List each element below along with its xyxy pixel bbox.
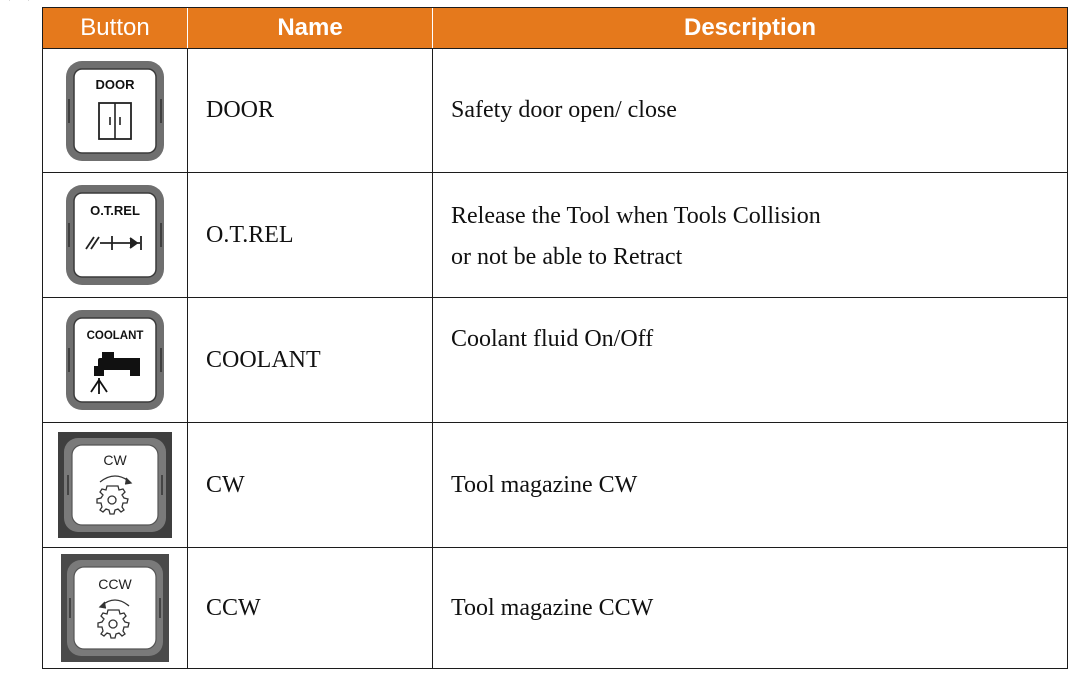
description-line-1: Release the Tool when Tools Collision	[451, 203, 821, 229]
name-cell: DOOR	[187, 49, 432, 172]
table-row	[43, 547, 1067, 668]
cw-button-label: CW	[103, 452, 127, 468]
button-reference-table	[42, 7, 1068, 669]
description-text: Safety door open/ close	[451, 97, 677, 123]
otrel-button-image	[64, 183, 166, 287]
button-cell	[43, 548, 187, 668]
button-cell	[43, 298, 187, 422]
header-name: Name	[187, 8, 432, 48]
description-text: Tool magazine CCW	[451, 594, 654, 621]
header-description: Description	[432, 8, 1067, 48]
coolant-button-label: COOLANT	[86, 330, 144, 342]
name-cell: O.T.REL	[187, 173, 432, 297]
description-cell	[432, 173, 1067, 297]
table-row	[43, 48, 1067, 172]
button-cell	[43, 173, 187, 297]
table-row	[43, 297, 1067, 422]
description-cell	[432, 548, 1067, 668]
otrel-button-label: O.T.REL	[90, 203, 140, 218]
door-button-label: DOOR	[95, 76, 135, 92]
description-text: Coolant fluid On/Off	[451, 326, 654, 352]
cw-button-image	[58, 432, 172, 538]
description-cell	[432, 423, 1067, 547]
table-row	[43, 172, 1067, 297]
ccw-button-image	[61, 554, 169, 662]
table-row	[43, 422, 1067, 547]
cropped-caption-fragment	[6, 0, 46, 2]
coolant-button-image	[64, 308, 166, 412]
description-line-2: or not be able to Retract	[451, 244, 683, 270]
door-button-image	[64, 59, 166, 163]
name-cell: COOLANT	[187, 298, 432, 422]
header-button: Button	[43, 8, 187, 48]
button-cell	[43, 49, 187, 172]
description-text: Tool magazine CW	[451, 471, 638, 498]
name-cell: CW	[187, 423, 432, 547]
description-cell	[432, 49, 1067, 172]
ccw-button-label: CCW	[98, 576, 132, 592]
name-cell: CCW	[187, 548, 432, 668]
button-cell	[43, 423, 187, 547]
description-cell	[432, 298, 1067, 422]
